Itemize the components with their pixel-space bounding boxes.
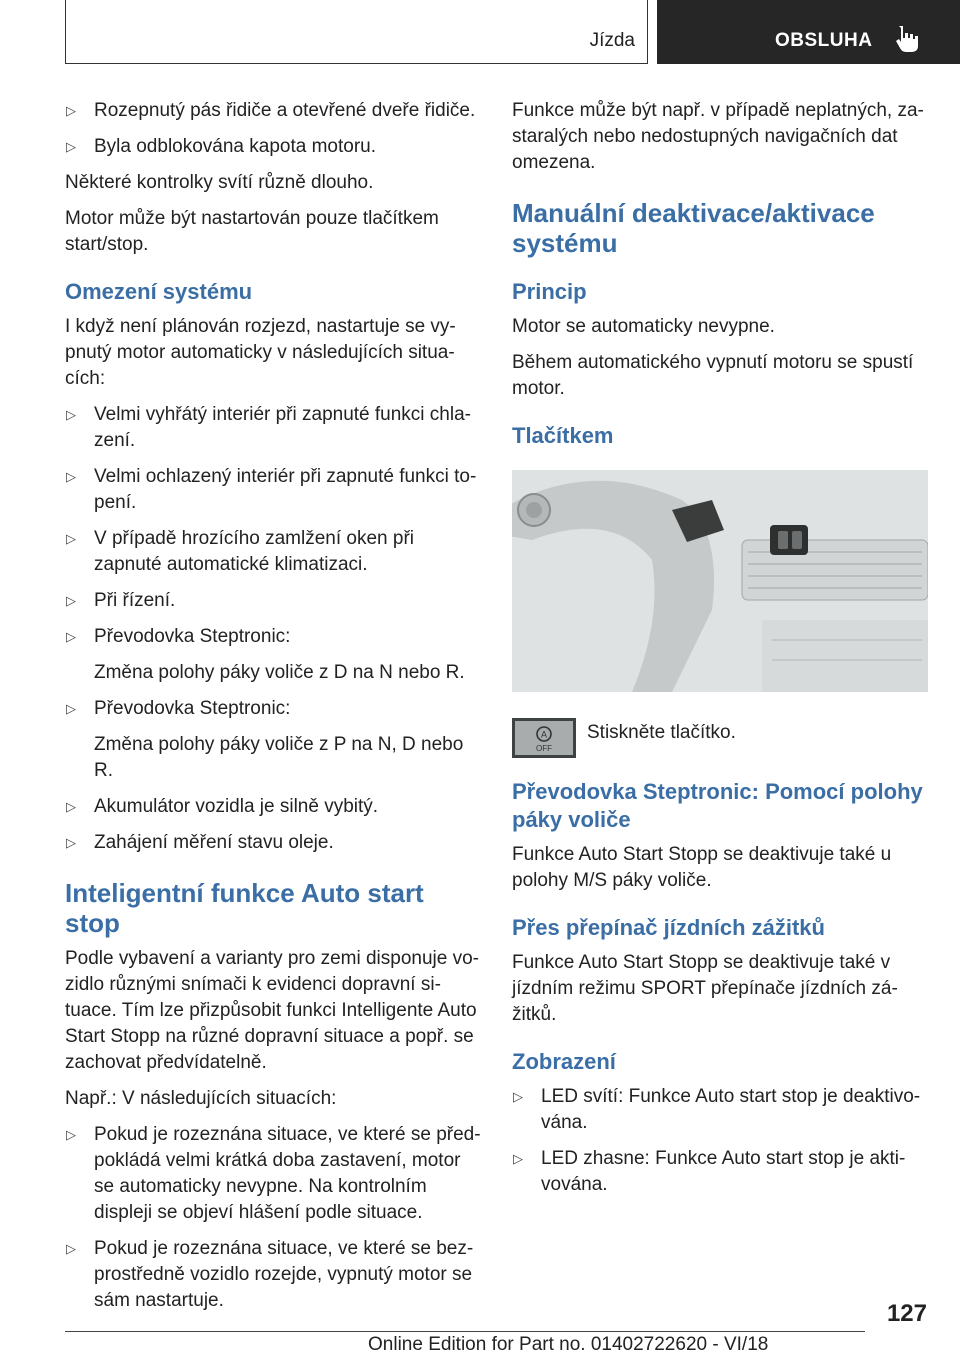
paragraph: Během automatického vypnutí motoru se spustí motor. — [512, 352, 914, 399]
bullet-triangle-icon: ▷ — [66, 593, 76, 608]
dashboard-photo — [512, 470, 928, 692]
paragraph: Některé kontrolky svítí různě dlouho. — [65, 172, 374, 193]
paragraph: Funkce může být např. v případě neplatných, za-staralých nebo nedostupných navigačních dat omezena. — [512, 100, 924, 173]
heading-omezeni: Omezení systému — [65, 279, 253, 304]
list-item: ▷ Velmi vyhřátý interiér při zapnuté funkci chla-zení. — [66, 404, 471, 451]
section-title: OBSLUHA — [775, 30, 873, 51]
list-item: ▷ Zahájení měření stavu oleje. — [65, 830, 481, 856]
bullet-triangle-icon: ▷ — [66, 407, 76, 422]
left-column — [65, 98, 481, 1324]
list-item: ▷ Při řízení. — [65, 588, 481, 614]
chapter-title: Jízda — [589, 30, 635, 51]
paragraph: Např.: V následujících situacích: — [65, 1088, 337, 1109]
paragraph: Funkce Auto Start Stopp se deaktivuje také v jízdním režimu SPORT přepínače jízdních zá-žitků. — [512, 952, 898, 1025]
auto-start-stop-off-button-icon — [512, 718, 576, 758]
bullet-triangle-icon: ▷ — [66, 1127, 76, 1142]
list-item: ▷ Pokud je rozeznána situace, ve které se bez-prostředně vozidlo rozejde, vypnutý motor se sám nastartuje. — [66, 1238, 474, 1311]
list-item: ▷ Velmi ochlazený interiér při zapnuté funkci to-pení. — [66, 466, 477, 513]
right-column — [512, 98, 930, 1208]
bullet-triangle-icon: ▷ — [66, 1241, 76, 1256]
hand-pointer-icon — [894, 24, 920, 54]
bullet-triangle-icon: ▷ — [66, 469, 76, 484]
heading-steptronic: Převodovka Steptronic: Pomocí polohy páky voliče — [512, 779, 923, 832]
button-instruction-text: Stiskněte tlačítko. — [587, 722, 736, 743]
list-item: ▷ Akumulátor vozidla je silně vybitý. — [65, 794, 481, 820]
button-instruction — [512, 718, 930, 758]
page-number: 127 — [886, 1300, 927, 1327]
bullet-triangle-icon: ▷ — [66, 629, 76, 644]
heading-tlacitkem: Tlačítkem — [512, 423, 614, 448]
svg-text:A: A — [540, 729, 548, 740]
paragraph: Funkce Auto Start Stopp se deaktivuje také u polohy M/S páky voliče. — [512, 844, 892, 891]
list-item: ▷ Pokud je rozeznána situace, ve které se před-pokládá velmi krátká doba zastavení, motor se automaticky nevypne. Na kontrolním displeji se objeví hlášení podle situace. — [66, 1124, 481, 1223]
footer-divider — [65, 1331, 865, 1332]
list-item: ▷ V případě hrozícího zamlžení oken při zapnuté automatické klimatizaci. — [66, 528, 415, 575]
list-item: ▷ Rozepnutý pás řidiče a otevřené dveře řidiče. — [65, 98, 481, 124]
heading-manual: Manuální deaktivace/aktivace systému — [512, 198, 875, 258]
heading-princip: Princip — [512, 279, 587, 304]
bullet-triangle-icon: ▷ — [66, 701, 76, 716]
paragraph: Podle vybavení a varianty pro zemi disponuje vo-zidlo různými snímači k evidenci dopravní si-tuace. Tím lze přizpůsobit funkci Intelligente Auto Start Stopp na různé dopravní situace a popř. se zachovat předvídatelně. — [65, 948, 480, 1073]
list-item: ▷ Převodovka Steptronic: Změna polohy páky voliče z P na N, D nebo R. — [66, 698, 464, 781]
list-item: ▷ Převodovka Steptronic: Změna polohy páky voliče z D na N nebo R. — [66, 626, 465, 683]
bullet-triangle-icon: ▷ — [66, 835, 76, 850]
bullet-triangle-icon: ▷ — [66, 139, 76, 154]
list-item: ▷ LED zhasne: Funkce Auto start stop je akti-vována. — [513, 1148, 906, 1195]
header-section-box — [657, 0, 960, 64]
header-chapter-box — [65, 0, 648, 64]
paragraph: Motor může být nastartován pouze tlačítkem start/stop. — [65, 208, 439, 255]
paragraph: I když není plánován rozjezd, nastartuje se vy-pnutý motor automaticky v následujících situa-cích: — [65, 316, 456, 389]
svg-text:OFF: OFF — [536, 744, 552, 753]
bullet-triangle-icon: ▷ — [66, 531, 76, 546]
list-item: ▷ LED svítí: Funkce Auto start stop je deaktivo-vána. — [513, 1086, 921, 1133]
heading-prepinac: Přes přepínač jízdních zážitků — [512, 915, 825, 940]
bullet-triangle-icon: ▷ — [66, 103, 76, 118]
bullet-triangle-icon: ▷ — [513, 1151, 523, 1166]
heading-inteligentni: Inteligentní funkce Auto start stop — [65, 878, 424, 938]
heading-zobrazeni: Zobrazení — [512, 1049, 616, 1074]
bullet-triangle-icon: ▷ — [66, 799, 76, 814]
paragraph: Motor se automaticky nevypne. — [512, 316, 775, 337]
edition-text: Online Edition for Part no. 01402722620 - VI/18 — [368, 1334, 769, 1355]
bullet-triangle-icon: ▷ — [513, 1089, 523, 1104]
list-item: ▷ Byla odblokována kapota motoru. — [65, 134, 481, 160]
